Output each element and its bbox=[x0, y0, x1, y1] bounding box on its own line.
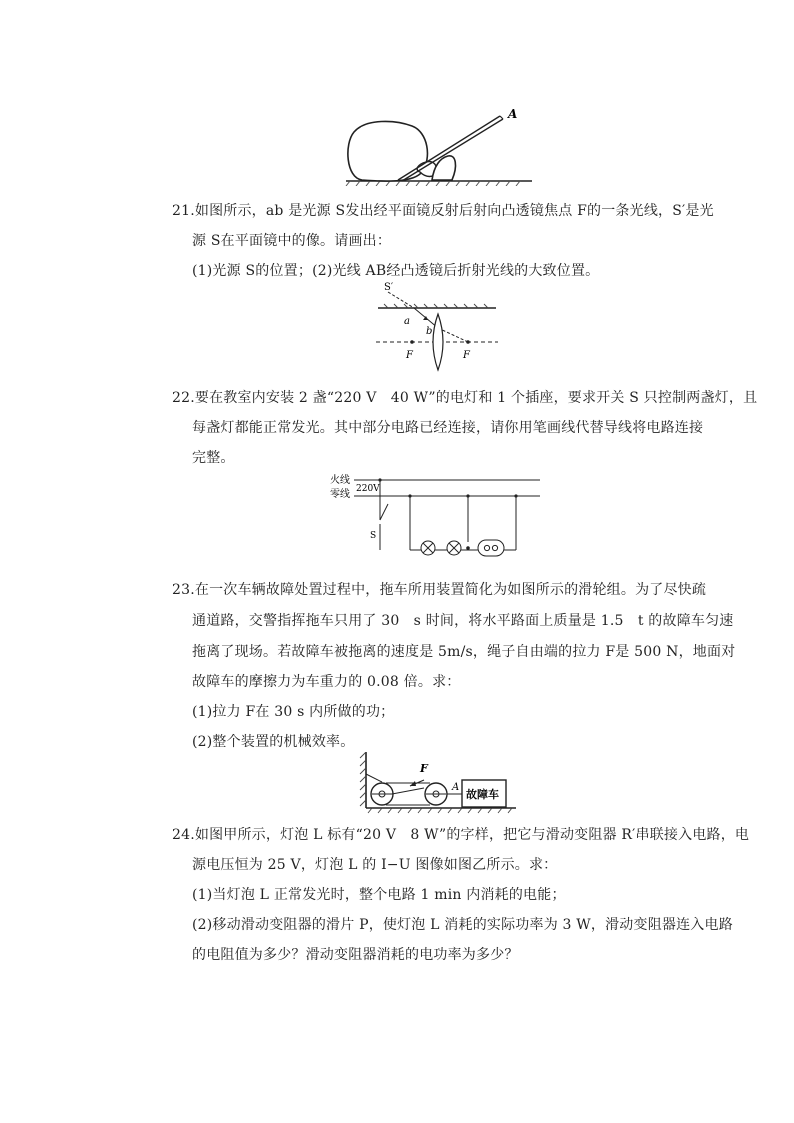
q21-line1: 21.如图所示，ab 是光源 S发出经平面镜反射后射向凸透镜焦点 F的一条光线，S′是光 bbox=[172, 203, 714, 219]
q23-sub1: (1)拉力 F在 30 s 内所做的功； bbox=[192, 704, 395, 720]
s-prime-label: S′ bbox=[384, 282, 394, 293]
convex-lens bbox=[433, 314, 443, 370]
q22-line2: 每盏灯都能正常发光。其中部分电路已经连接，请你用笔画线代替导线将电路连接 bbox=[192, 420, 704, 436]
focus-left-dot bbox=[410, 340, 414, 344]
socket-icon bbox=[478, 540, 504, 556]
virtual-ray bbox=[388, 292, 414, 308]
q21-line3: (1)光源 S的位置；(2)光线 AB经凸透镜后折射光线的大致位置。 bbox=[192, 263, 600, 279]
fixed-pulley-icon bbox=[371, 783, 393, 805]
lever-rock-figure bbox=[340, 100, 540, 186]
label-a: A bbox=[508, 107, 518, 121]
house-circuit-figure bbox=[328, 470, 544, 562]
point-b-label: b bbox=[426, 326, 433, 337]
focus-left-label: F bbox=[406, 350, 413, 361]
q22-line3: 完整。 bbox=[192, 450, 235, 466]
q24-sub1: (1)当灯泡 L 正常发光时，整个电路 1 min 内消耗的电能； bbox=[192, 887, 566, 903]
neutral-wire-label: 零线 bbox=[330, 489, 350, 500]
switch-blade bbox=[380, 504, 388, 520]
q23-line3: 拖离了现场。若故障车被拖离的速度是 5m/s，绳子自由端的拉力 F是 500 N，地面对 bbox=[192, 644, 736, 660]
q22-line1: 22.要在教室内安装 2 盏“220 V 40 W”的电灯和 1 个插座，要求开关 S 只控制两盏灯，且 bbox=[172, 390, 758, 406]
live-wire-label: 火线 bbox=[330, 475, 350, 486]
lamp-1-icon bbox=[421, 541, 435, 555]
point-a-label: a bbox=[404, 316, 410, 327]
pulley-tow-figure bbox=[358, 752, 518, 814]
q21-line2: 源 S在平面镜中的像。请画出： bbox=[192, 233, 392, 249]
focus-right-label: F bbox=[463, 350, 470, 361]
wall-hatch bbox=[360, 752, 366, 806]
movable-pulley-icon bbox=[425, 783, 447, 805]
rope-wall-anchor bbox=[366, 774, 382, 782]
fulcrum-stone bbox=[432, 156, 455, 180]
broken-car-label: 故障车 bbox=[466, 788, 499, 801]
voltage-label: 220V bbox=[356, 484, 380, 494]
force-label: F bbox=[420, 762, 428, 775]
q24-sub3: 的电阻值为多少？滑动变阻器消耗的电功率为多少？ bbox=[192, 947, 519, 963]
switch-label: S bbox=[370, 531, 377, 541]
q24-line2: 源电压恒为 25 V，灯泡 L 的 I−U 图像如图乙所示。求： bbox=[192, 857, 558, 873]
q24-sub2: (2)移动滑动变阻器的滑片 P，使灯泡 L 消耗的实际功率为 3 W，滑动变阻器连入电路 bbox=[192, 917, 733, 933]
q23-line1: 23.在一次车辆故障处置过程中，拖车所用装置简化为如图所示的滑轮组。为了尽快疏 bbox=[172, 582, 707, 598]
q23-line2: 通道路，交警指挥拖车只用了 30 s 时间，将水平路面上质量是 1.5 t 的故障车匀速 bbox=[192, 613, 734, 629]
lamp-2-icon bbox=[447, 541, 461, 555]
q23-line4: 故障车的摩擦力为车重力的 0.08 倍。求： bbox=[192, 674, 461, 690]
q24-line1: 24.如图甲所示，灯泡 L 标有“20 V 8 W”的字样，把它与滑动变阻器 R′串联接入电路，电 bbox=[172, 827, 750, 843]
focus-right-dot bbox=[466, 340, 470, 344]
mirror-lens-figure bbox=[370, 280, 500, 372]
q23-sub2: (2)整个装置的机械效率。 bbox=[192, 734, 355, 750]
rope-free-end bbox=[392, 788, 424, 794]
point-a-label: A bbox=[452, 782, 460, 793]
